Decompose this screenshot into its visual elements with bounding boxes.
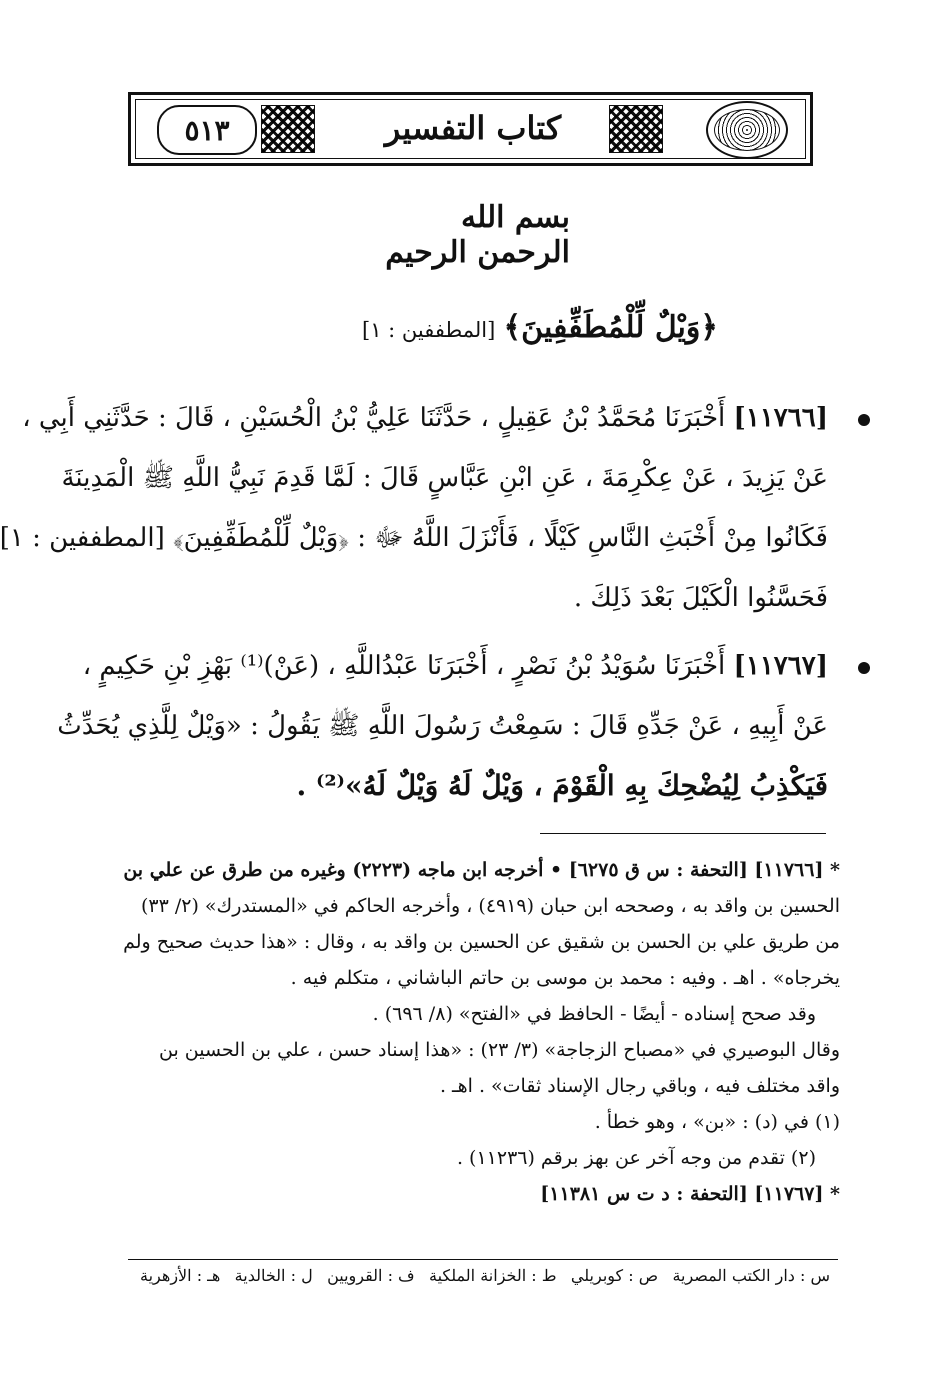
legend-item: ل : الخالدية: [234, 1266, 313, 1285]
hadith-line: فَيَكْذِبُ لِيُضْحِكَ بِهِ الْقَوْمَ ، وَيْلٌ لَهُ وَيْلٌ لَهُ»⁽²⁾ .: [296, 769, 828, 802]
ornament-left: [261, 105, 315, 153]
ornament-right: [609, 105, 663, 153]
footnote-line: * [١١٧٦٧] [التحفة : د ت س ١١٣٨١]: [540, 1183, 840, 1205]
footnote-line: يخرجاه» . اهـ . وفيه : محمد بن موسى بن حاتم الباشاني ، متكلم فيه .: [290, 967, 840, 989]
page-header: [128, 92, 813, 166]
publisher-logo: [706, 101, 788, 159]
legend-item: ص : كوبريلي: [570, 1266, 659, 1285]
heading-verse: ﴿وَيْلٌ لِّلْمُطَفِّفِينَ﴾: [503, 310, 718, 345]
hadith-line: [82, 636, 828, 696]
footnote-line: وقال البوصيري في «مصباح الزجاجة» (٣/ ٢٣) : «هذا إسناد حسن ، علي بن الحسين بن: [158, 1039, 840, 1061]
hadith-line: عَنْ يَزِيدَ ، عَنْ عِكْرِمَةَ ، عَنِ ابْنِ عَبَّاسٍ قَالَ : لَمَّا قَدِمَ نَبِيُّ اللَّهِ ﷺ الْمَدِينَةَ: [61, 463, 828, 493]
page-number-text: ٥١٣: [184, 113, 230, 147]
hadith-number: [١١٧٦٧]: [733, 651, 828, 681]
hadith-line: [22, 388, 828, 448]
footnote-line: وقد صحح إسناده - أيضًا - الحافظ في «الفتح» (٨/ ٦٩٦) .: [372, 1003, 816, 1025]
hadith-text: أَخْبَرَنَا مُحَمَّدُ بْنُ عَقِيلٍ ، حَدَّثَنَا عَلِيُّ بْنُ الْحُسَيْنِ ، قَالَ : حَدَّثَنِي أَبِي ،: [22, 403, 726, 433]
hadith-line: فَحَسَّنُوا الْكَيْلَ بَعْدَ ذَلِكَ .: [573, 583, 828, 613]
legend-item: ف : القرويين: [327, 1266, 415, 1285]
footnote-separator: [540, 833, 826, 834]
hadith-number: [١١٧٦٦]: [733, 403, 828, 433]
bullet-icon: [858, 662, 870, 674]
manuscript-legend: [140, 1266, 830, 1306]
footnotes: [123, 852, 840, 1212]
footnote-line: من طريق علي بن الحسن بن شقيق عن الحسين بن واقد به ، وقال : «هذا حديث صحيح ولم: [123, 931, 840, 953]
page-number: [157, 105, 257, 155]
footnote-line: الحسين بن واقد به ، وصححه ابن حبان (٤٩١٩) ، وأخرجه الحاكم في «المستدرك» (٢/ ٣٣): [140, 895, 840, 917]
footnote-line: واقد مختلف فيه ، وباقي رجال الإسناد ثقات» . اهـ .: [439, 1075, 840, 1097]
footnote-line: * [١١٧٦٦] [التحفة : س ق ٦٢٧٥] • أخرجه ابن ماجه (٢٢٢٣) وغيره من طرق عن علي بن: [123, 859, 840, 881]
basmala: بسم الله الرحمن الرحيم: [385, 200, 570, 270]
hadith-11766: [0, 388, 828, 628]
heading-verse-ref: [المطففين : ١]: [362, 318, 496, 342]
legend-item: هـ : الأزهرية: [140, 1266, 221, 1285]
bullet-icon: [858, 414, 870, 426]
surah-heading: [330, 310, 750, 362]
footnote-line: (١) في (د) : «بن» ، وهو خطأ .: [594, 1111, 840, 1133]
footnote-line: (٢) تقدم من وجه آخر عن بهز برقم (١١٢٣٦) .: [456, 1147, 816, 1169]
hadith-text: أَخْبَرَنَا سُوَيْدُ بْنُ نَصْرٍ ، أَخْبَرَنَا عَبْدُاللَّهِ ، (عَنْ)⁽¹⁾ بَهْزِ بْنِ حَكِيمٍ ،: [82, 651, 726, 681]
legend-item: س : دار الكتب المصرية: [672, 1266, 830, 1285]
logo-emblem-icon: [714, 109, 780, 151]
book-title: كتاب التفسير: [384, 109, 562, 147]
legend-item: ط : الخزانة الملكية: [429, 1266, 557, 1285]
hadith-11767: [57, 636, 828, 816]
hadith-line: عَنْ أَبِيهِ ، عَنْ جَدِّهِ قَالَ : سَمِعْتُ رَسُولَ اللَّهِ ﷺ يَقُولُ : «وَيْلٌ لِلَّذِي يُحَدِّثُ: [57, 711, 828, 741]
hadith-line: فَكَانُوا مِنْ أَخْبَثِ النَّاسِ كَيْلًا ، فَأَنْزَلَ اللَّهُ ﷻ : ﴿وَيْلٌ لِّلْمُطَفِّفِينَ﴾ [المطففين : ١]: [0, 523, 828, 553]
legend-separator: [128, 1259, 838, 1260]
